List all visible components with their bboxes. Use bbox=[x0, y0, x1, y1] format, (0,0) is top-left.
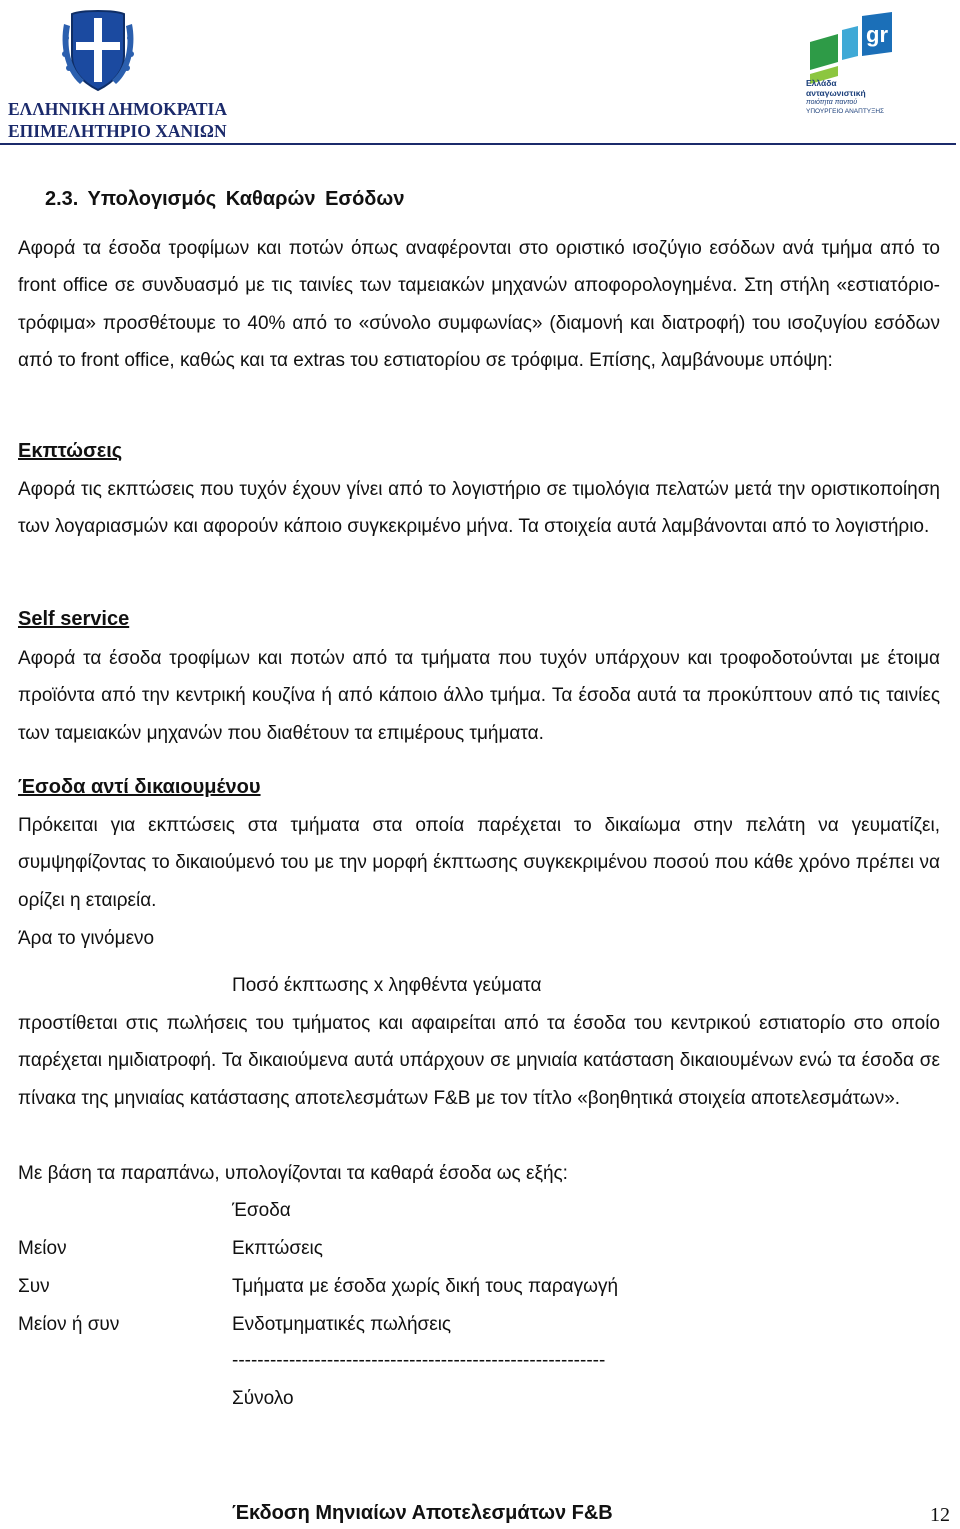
issuer-line-2: ΕΠΙΜΕΛΗΤΗΡΙΟ ΧΑΝΙΩΝ bbox=[8, 121, 227, 141]
discounts-title: Εκπτώσεις bbox=[18, 440, 123, 462]
calc-row-item: Εκπτώσεις bbox=[232, 1238, 323, 1259]
logo-line-2: ανταγωνιστική bbox=[806, 88, 866, 98]
footer-title: Έκδοση Μηνιαίων Αποτελεσμάτων F&B bbox=[232, 1502, 613, 1524]
allowance-title: Έσοδα αντί δικαιουμένου bbox=[18, 776, 261, 798]
logo-caption bbox=[806, 78, 916, 116]
calc-row-op: Μείον bbox=[18, 1238, 67, 1259]
header-divider bbox=[0, 143, 956, 145]
calc-row-op: Μείον ή συν bbox=[18, 1314, 120, 1335]
calc-separator: ----------------------------------------------------------- bbox=[232, 1350, 606, 1371]
logo-line-3: ποιότητα παντού bbox=[806, 99, 858, 106]
formula: Ποσό έκπτωσης x ληφθέντα γεύματα bbox=[232, 975, 542, 996]
issuer-name bbox=[8, 98, 227, 142]
section-heading: 2.3. Υπολογισμός Καθαρών Εσόδων bbox=[45, 188, 405, 210]
discounts-paragraph: Αφορά τις εκπτώσεις που τυχόν έχουν γίνει από το λογιστήριο σε τιμολόγια πελατών μετά την οριστικοποίηση των λογαριασμών και αφορούν κάποιο συγκεκριμένο μήνα. Τα στοιχεία αυτά λαμβάνονται από το λογιστήριο. bbox=[18, 479, 940, 538]
calc-row-item: Τμήματα με έσοδα χωρίς δική τους παραγωγή bbox=[232, 1276, 619, 1297]
calc-row-item: Ενδοτμηματικές πωλήσεις bbox=[232, 1314, 452, 1335]
allowance-paragraph: Πρόκειται για εκπτώσεις στα τμήματα στα οποία παρέχεται το δικαίωμα στην πελάτη να γευματίζει, συμψηφίζοντας το δικαιούμενό του με την μορφή έκπτωσης συγκεκριμένου ποσού που κάθε χρόνο πρέπει να ορίζει η εταιρεία. bbox=[18, 815, 940, 911]
calc-row-item: Έσοδα bbox=[232, 1200, 291, 1221]
calc-row-op: Συν bbox=[18, 1276, 50, 1297]
page-number: 12 bbox=[930, 1504, 950, 1526]
greek-state-emblem-icon bbox=[58, 4, 138, 94]
self-service-title: Self service bbox=[18, 608, 130, 630]
product-label: Άρα το γινόμενο bbox=[18, 928, 155, 949]
logo-mark: gr bbox=[866, 22, 888, 47]
calc-total: Σύνολο bbox=[232, 1388, 294, 1409]
logo-line-4: ΥΠΟΥΡΓΕΙΟ ΑΝΑΠΤΥΞΗΣ bbox=[806, 108, 885, 115]
page-header bbox=[0, 0, 960, 146]
self-service-paragraph: Αφορά τα έσοδα τροφίμων και ποτών από τα τμήματα που τυχόν υπάρχουν και τροφοδοτούνται με έτοιμα προϊόντα από την κεντρική κουζίνα ή από κάποιο άλλο τμήμα. Τα έσοδα αυτά τα προκύπτουν από τις ταινίες των ταμειακών μηχανών που διαθέτουν τα επιμέρους τμήματα. bbox=[18, 648, 940, 744]
calculation-intro: Με βάση τα παραπάνω, υπολογίζονται τα καθαρά έσοδα ως εξής: bbox=[18, 1163, 568, 1184]
allowance-paragraph-2: προστίθεται στις πωλήσεις του τμήματος και αφαιρείται από τα έσοδα του κεντρικού εστιατορίο στο οποίο παρέχεται ημιδιατροφή. Τα δικαιούμενα αυτά υπάρχουν σε μηνιαία κατάσταση δικαιουμένων ενώ τα έσοδα σε πίνακα της μηνιαίας κατάστασης αποτελεσμάτων F&B με τον τίτλο «βοηθητικά στοιχεία αποτελεσμάτων». bbox=[18, 1013, 940, 1109]
logo-line-1: Ελλάδα bbox=[806, 78, 837, 88]
intro-paragraph: Αφορά τα έσοδα τροφίμων και ποτών όπως αναφέρονται στο οριστικό ισοζύγιο εσόδων ανά τμήμα από το front office σε συνδυασμό με τις ταινίες των ταμειακών μηχανών αποφορολογημένα. Στη στήλη «εστιατόριο-τρόφιμα» προσθέτουμε το 40% από το «σύνολο συμφωνίας» (διαμονή και διατροφή) του ισοζυγίου εσόδων από το front office, καθώς και τα extras του εστιατορίου σε τρόφιμα. Επίσης, λαμβάνουμε υπόψη: bbox=[18, 238, 940, 371]
issuer-line-1: ΕΛΛΗΝΙΚΗ ΔΗΜΟΚΡΑΤΙΑ bbox=[8, 99, 227, 119]
